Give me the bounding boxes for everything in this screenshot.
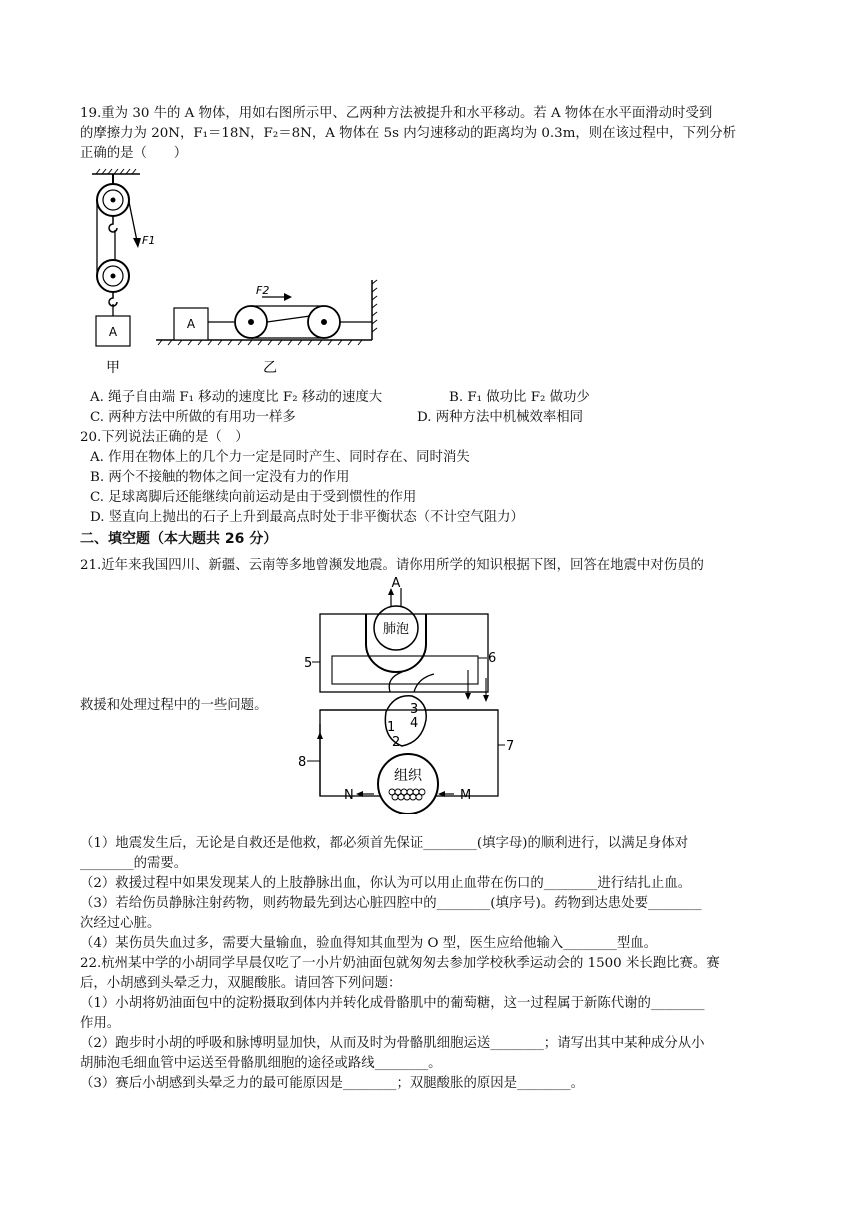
q19-option-a: A. 绳子自由端 F₁ 移动的速度比 F₂ 移动的速度大 bbox=[90, 390, 383, 405]
q21-sub4: （4）某伤员失血过多，需要大量输血，验血得知其血型为 O 型，医生应给他输入________型血。 bbox=[80, 936, 658, 951]
q22-sub2-line1: （2）跑步时小胡的呼吸和脉博明显加快，从而及时为骨骼肌细胞运送________；请写出其中某种成分从小 bbox=[80, 1036, 705, 1051]
q21-sub2: （2）救援过程中如果发现某人的上肢静脉出血，你认为可以用止血带在伤口的________进行结扎止血。 bbox=[80, 876, 692, 891]
q20-stem: 20.下列说法正确的是（ ） bbox=[80, 430, 249, 445]
section-title: 二、填空题（本大题共 26 分） bbox=[80, 531, 278, 547]
diagram-label-6: 6 bbox=[488, 651, 497, 666]
q22-stem-line2: 后，小胡感到头晕乏力，双腿酸胀。请回答下列问题： bbox=[80, 976, 402, 991]
q19-stem-line2: 的摩擦力为 20N，F₁＝18N，F₂＝8N，A 物体在 5s 内匀速移动的距离均为 0.3m，则在该过程中，下列分析 bbox=[80, 126, 737, 141]
diagram-label-2: 2 bbox=[392, 735, 401, 750]
q21-sub1-line1: （1）地震发生后，无论是自救还是他救，都必须首先保证________(填字母)的顺利进行，以满足身体对 bbox=[80, 836, 689, 851]
q20-option-a: A. 作用在物体上的几个力一定是同时产生、同时存在、同时消失 bbox=[90, 450, 470, 465]
q19-option-d: D. 两种方法中机械效率相同 bbox=[417, 410, 584, 425]
q19-stem-line1: 19.重为 30 牛的 A 物体，用如右图所示甲、乙两种方法被提升和水平移动。若 A 物体在水平面滑动时受到 bbox=[80, 106, 713, 121]
q21-sub3-line1: （3）若给伤员静脉注射药物，则药物最先到达心脏四腔中的________(填序号)。药物到达患处要________ bbox=[80, 896, 702, 911]
diagram-label-m: M bbox=[460, 788, 472, 803]
q20-option-c: C. 足球离脚后还能继续向前运动是由于受到惯性的作用 bbox=[90, 490, 417, 505]
q22-stem-line1: 22.杭州某中学的小胡同学早晨仅吃了一小片奶油面包就匆匆去参加学校秋季运动会的 1500 米长跑比赛。赛 bbox=[80, 956, 720, 971]
diagram-label-7: 7 bbox=[506, 739, 515, 754]
pulley-figure bbox=[70, 168, 390, 378]
q21-stem-line2: 救援和处理过程中的一些问题。 bbox=[80, 698, 268, 713]
diagram-label-5: 5 bbox=[304, 656, 313, 671]
block-a-yi: A bbox=[186, 317, 196, 331]
q22-sub3: （3）赛后小胡感到头晕乏力的最可能原因是________；双腿酸胀的原因是________。 bbox=[80, 1076, 584, 1091]
q20-option-d: D. 竖直向上抛出的石子上升到最高点时处于非平衡状态（不计空气阻力） bbox=[90, 510, 524, 525]
circulation-diagram bbox=[290, 574, 530, 814]
label-yi: 乙 bbox=[263, 360, 277, 376]
f1-label: F1 bbox=[142, 234, 156, 247]
q19-stem-line3: 正确的是（ ） bbox=[80, 146, 188, 161]
q20-option-b: B. 两个不接触的物体之间一定没有力的作用 bbox=[90, 470, 350, 485]
diagram-label-3: 3 bbox=[410, 702, 419, 717]
q21-stem-line1: 21.近年来我国四川、新疆、云南等多地曾濒发地震。请你用所学的知识根据下图，回答在地震中对伤员的 bbox=[80, 558, 704, 573]
diagram-label-4: 4 bbox=[410, 716, 419, 731]
q19-option-c: C. 两种方法中所做的有用功一样多 bbox=[90, 410, 296, 425]
diagram-label-lung: 肺泡 bbox=[382, 622, 410, 637]
q22-sub2-line2: 胡肺泡毛细血管中运送至骨骼肌细胞的途径或路线________。 bbox=[80, 1056, 442, 1071]
q22-sub1-line2: 作用。 bbox=[80, 1016, 121, 1031]
q22-sub1-line1: （1）小胡将奶油面包中的淀粉摄取到体内并转化成骨骼肌中的葡萄糖，这一过程属于新陈代谢的________ bbox=[80, 996, 705, 1011]
diagram-label-1: 1 bbox=[387, 720, 396, 735]
f2-label: F2 bbox=[256, 284, 270, 297]
diagram-label-a: A bbox=[391, 576, 401, 591]
block-a-jia: A bbox=[108, 325, 118, 339]
diagram-label-8: 8 bbox=[298, 755, 307, 770]
q19-option-b: B. F₁ 做功比 F₂ 做功少 bbox=[449, 390, 590, 405]
diagram-label-n: N bbox=[344, 788, 354, 803]
diagram-label-tissue: 组织 bbox=[394, 768, 422, 784]
label-jia: 甲 bbox=[106, 360, 120, 376]
q21-sub1-line2: ________的需要。 bbox=[80, 856, 188, 871]
q21-sub3-line2: 次经过心脏。 bbox=[80, 916, 161, 931]
